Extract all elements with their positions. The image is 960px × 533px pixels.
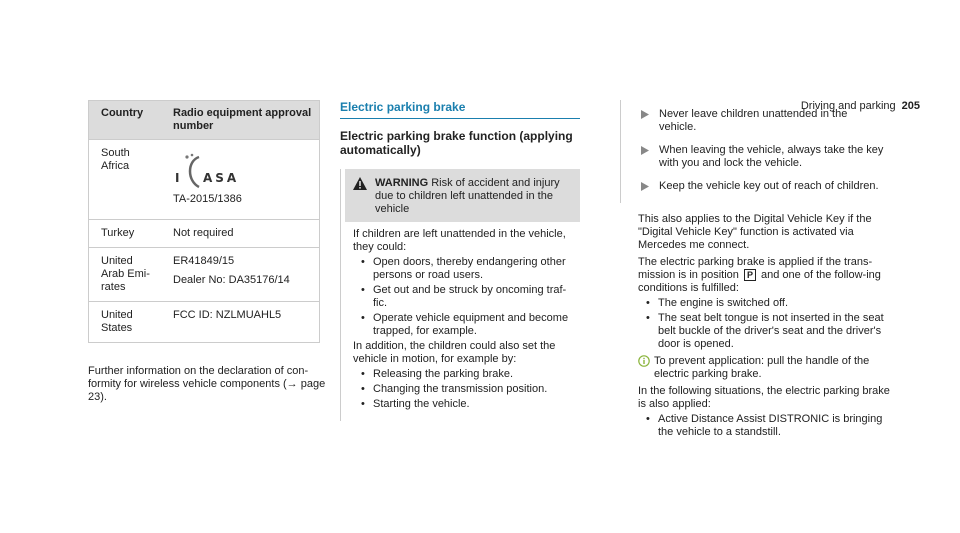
svg-text:I: I bbox=[175, 171, 183, 185]
table-row bbox=[89, 140, 320, 220]
column-header-country: Country bbox=[89, 101, 162, 140]
tip-text: To prevent application: pull the handle of the electric parking brake. bbox=[654, 355, 870, 380]
warning-body bbox=[345, 222, 580, 421]
column-header-approval: Radio equipment approval number bbox=[161, 101, 320, 140]
warning-list-2 bbox=[353, 368, 574, 411]
approval-cell bbox=[161, 140, 320, 220]
approval-cell: FCC ID: NZLMUAHL5 bbox=[161, 302, 320, 343]
country-cell: Turkey bbox=[89, 220, 162, 248]
approval-number: TA-2015/1386 bbox=[173, 193, 242, 205]
approval-cell: Not required bbox=[161, 220, 320, 248]
warning-paragraph: In addition, the children could also set the vehicle in motion, for example by: bbox=[353, 340, 556, 365]
warning-head-text: Risk of accident and injury due to children left unattended in the vehicle bbox=[375, 177, 560, 215]
warning-intro: If children are left unattended in the vehicle, they could: bbox=[353, 228, 566, 253]
table-row bbox=[89, 302, 320, 343]
paragraph-text: The electric parking brake is applied if the trans-mission is in position bbox=[638, 256, 873, 281]
approval-cell bbox=[161, 248, 320, 302]
list-item: • The engine is switched off. bbox=[638, 297, 890, 310]
approval-table bbox=[88, 100, 320, 343]
body-text bbox=[620, 213, 890, 439]
country-cell: United States bbox=[89, 302, 162, 343]
country-cell: South Africa bbox=[89, 140, 162, 220]
middle-column bbox=[340, 100, 580, 421]
warning-icon bbox=[353, 177, 367, 190]
right-column bbox=[620, 100, 890, 441]
situations-list bbox=[638, 413, 890, 439]
svg-text:ASA: ASA bbox=[203, 171, 240, 185]
warning-box bbox=[340, 169, 580, 421]
arrow-right-icon bbox=[641, 182, 649, 191]
list-item: • Operate vehicle equipment and become trapped, for example. bbox=[353, 312, 574, 338]
info-icon bbox=[638, 355, 650, 367]
further-information-text: Further information on the declaration of con-formity for wireless vehicle components (→ page 23). bbox=[88, 365, 326, 403]
notes-box bbox=[620, 100, 890, 203]
paragraph bbox=[638, 256, 890, 295]
list-item bbox=[641, 144, 886, 170]
table-row bbox=[89, 220, 320, 248]
paragraph: In the following situations, the electric parking brake is also applied: bbox=[638, 385, 890, 410]
arrow-right-icon bbox=[641, 146, 649, 155]
gear-symbol: P bbox=[744, 269, 756, 281]
icasa-logo bbox=[173, 151, 313, 193]
list-item: • The seat belt tongue is not inserted in the seat belt buckle of the driver's seat and the driver's door is opened. bbox=[638, 312, 890, 351]
list-item bbox=[641, 180, 886, 193]
subsection-heading: Electric parking brake function (applying automatically) bbox=[340, 129, 573, 157]
warning-header bbox=[345, 169, 580, 222]
paragraph: This also applies to the Digital Vehicle Key if the "Digital Vehicle Key" function is activated via Mercedes me connect. bbox=[638, 213, 872, 251]
section-title: Driving and parking bbox=[800, 100, 896, 112]
note-text: Never leave children unattended in the vehicle. bbox=[659, 108, 848, 133]
list-item: • Get out and be struck by oncoming traf-fic. bbox=[353, 284, 574, 310]
list-item: • Active Distance Assist DISTRONIC is bringing the vehicle to a standstill. bbox=[638, 413, 890, 439]
list-item: • Changing the transmission position. bbox=[353, 383, 574, 396]
table-header-row bbox=[89, 101, 320, 140]
arrow-right-icon bbox=[641, 110, 649, 119]
paragraph-text: and one of the follow-ing conditions is fulfilled: bbox=[638, 269, 881, 294]
page-number: 205 bbox=[901, 100, 920, 112]
table-row bbox=[89, 248, 320, 302]
list-item: • Open doors, thereby endangering other persons or road users. bbox=[353, 256, 574, 282]
note-text: Keep the vehicle key out of reach of children. bbox=[659, 180, 879, 192]
warning-list bbox=[353, 256, 574, 338]
tip bbox=[638, 355, 890, 381]
section-heading: Electric parking brake bbox=[340, 100, 580, 119]
dealer-number: Dealer No: DA35176/14 bbox=[173, 274, 290, 286]
list-item: • Starting the vehicle. bbox=[353, 398, 574, 411]
left-column bbox=[88, 100, 326, 404]
approval-number: ER41849/15 bbox=[173, 255, 235, 267]
list-item: • Releasing the parking brake. bbox=[353, 368, 574, 381]
list-item bbox=[641, 108, 886, 134]
country-cell: United Arab Emi-rates bbox=[89, 248, 162, 302]
note-text: When leaving the vehicle, always take the key with you and lock the vehicle. bbox=[659, 144, 884, 169]
conditions-list bbox=[638, 297, 890, 351]
warning-label: WARNING bbox=[375, 177, 429, 189]
